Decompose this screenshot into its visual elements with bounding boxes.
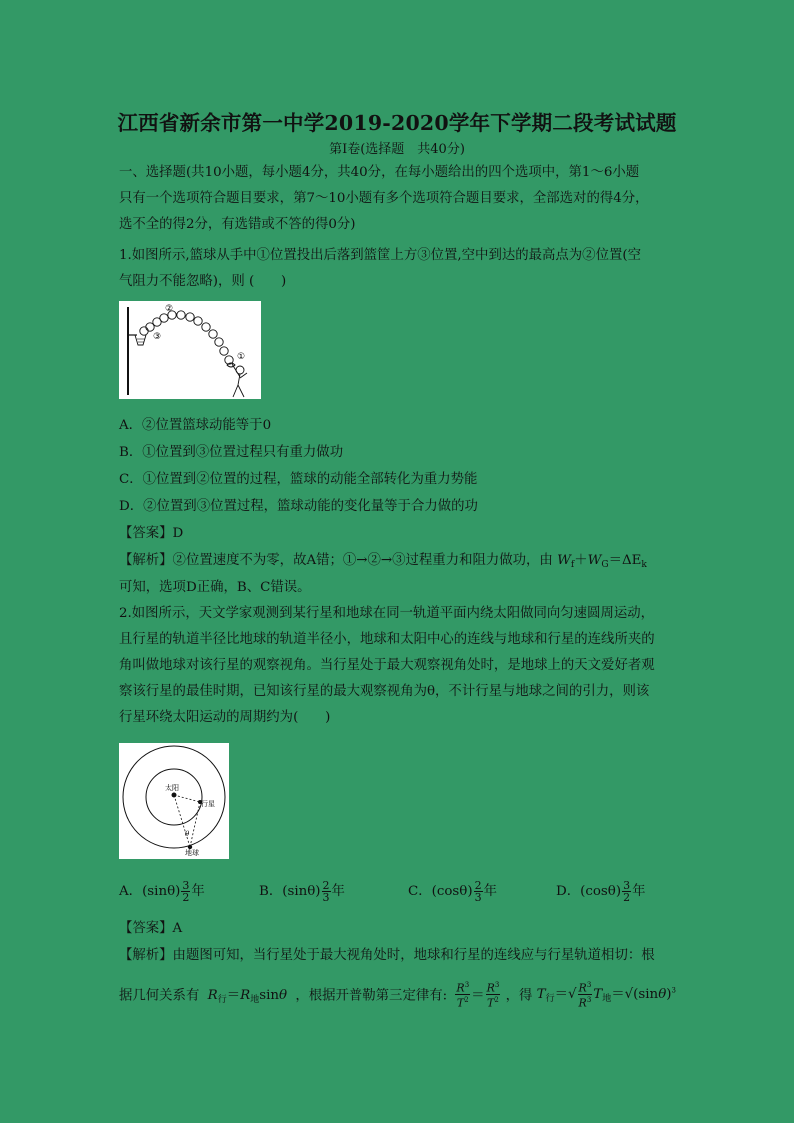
question-2-stem — [119, 601, 679, 731]
page-title: 江西省新余市第一中学2019-2020学年下学期二段考试试题 — [117, 111, 677, 135]
label-position-2: ② — [165, 304, 174, 314]
intro-line: 选不全的得2分，有选错或不答的得0分) — [119, 217, 356, 232]
q1-option-b: B．①位置到③位置过程只有重力做功 — [119, 445, 344, 460]
label-sun: 太阳 — [165, 784, 179, 792]
label-planet: 行星 — [201, 800, 215, 808]
basketball-diagram — [119, 301, 261, 399]
stem-line: 2.如图所示，天文学家观测到某行星和地球在同一轨道平面内绕太阳做同向匀速圆周运动， — [119, 606, 655, 621]
label-position-1: ① — [237, 352, 246, 362]
intro-line: 一、选择题(共10小题，每小题4分，共40分，在每小题给出的四个选项中，第1～6小题 — [119, 165, 640, 180]
orbit-figure — [119, 743, 229, 859]
formula-radius: $R_行=R_地\sin\theta$ — [207, 987, 288, 1005]
analysis-formula: $W_f+W_G=\Delta E_k$ — [557, 553, 647, 570]
basketball-figure — [119, 301, 261, 399]
q2-analysis-line1: 【解析】由题图可知，当行星处于最大视角处时，地球和行星的连线应与行星轨道相切：根 — [119, 948, 655, 963]
label-earth: 地球 — [185, 849, 199, 857]
stem-line: 1.如图所示,篮球从手中①位置投出后落到篮筐上方③位置,空中到达的最高点为②位置(空 — [119, 248, 641, 263]
label-position-3: ③ — [153, 332, 162, 342]
q2-answer: 【答案】A — [119, 921, 183, 936]
q2-option-a: A．(sinθ) $\frac{3}{2}$ 年 — [119, 879, 205, 904]
formula-kepler-left: $\frac{R^3}{T^2}$ — [456, 981, 470, 1010]
label-angle: θ — [185, 830, 190, 838]
question-1-stem — [119, 243, 679, 295]
formula-kepler-right: $\frac{R^3}{T^2}$ — [486, 981, 500, 1010]
q2-option-c: C．(cosθ) $\frac{2}{3}$ 年 — [408, 879, 497, 904]
q1-option-c: C．①位置到②位置的过程，篮球的动能全部转化为重力势能 — [119, 472, 478, 487]
stem-line: 察该行星的最佳时期，已知该行星的最大观察视角为θ，不计行星与地球之间的引力，则该 — [119, 684, 650, 699]
q1-option-d: D．②位置到③位置过程，篮球动能的变化量等于合力做的功 — [119, 499, 478, 514]
q2-option-b: B．(sinθ) $\frac{2}{3}$ 年 — [259, 879, 345, 904]
page-subtitle: 第Ⅰ卷(选择题 共40分) — [329, 142, 465, 157]
player-figure — [227, 363, 247, 397]
orbit-diagram — [119, 743, 229, 859]
q2-option-d: D．(cosθ) $\frac{3}{2}$ 年 — [556, 879, 646, 904]
section-intro — [119, 160, 679, 238]
formula-period: $T_行=√$ $\frac{R^3}{R^3}$ $T_地=√(\sin\theta)^3$ — [536, 981, 676, 1010]
stem-line: 气阻力不能忽略)，则 ( ) — [119, 274, 287, 289]
q1-analysis-line1 — [119, 549, 647, 570]
q2-analysis-line2: 据几何关系有 $R_行=R_地\sin\theta$ ，根据开普勒第三定律有: $\frac{R^3}{T^2}$ ＝ $\frac{R^3}{T^2}$ ，得 $T_行=√$ $\frac{R^3}{R^3}$ $T_地=√(\sin\theta)^3$ — [119, 981, 676, 1010]
q1-option-a: A．②位置篮球动能等于0 — [119, 418, 272, 433]
q1-answer: 【答案】D — [119, 526, 184, 541]
intro-line: 只有一个选项符合题目要求，第7～10小题有多个选项符合题目要求，全部选对的得4分， — [119, 191, 649, 206]
stem-line: 且行星的轨道半径比地球的轨道半径小，地球和太阳中心的连线与地球和行星的连线所夹的 — [119, 632, 655, 647]
q1-analysis-line2: 可知，选项D正确，B、C错误。 — [119, 580, 311, 595]
stem-line: 角叫做地球对该行星的观察视角。当行星处于最大观察视角处时，是地球上的天文爱好者观 — [119, 658, 655, 673]
stem-line: 行星环绕太阳运动的周期约为( ) — [119, 710, 331, 725]
analysis-text: 【解析】②位置速度不为零，故A错；①→②→③过程重力和阻力做功，由 — [119, 553, 553, 568]
